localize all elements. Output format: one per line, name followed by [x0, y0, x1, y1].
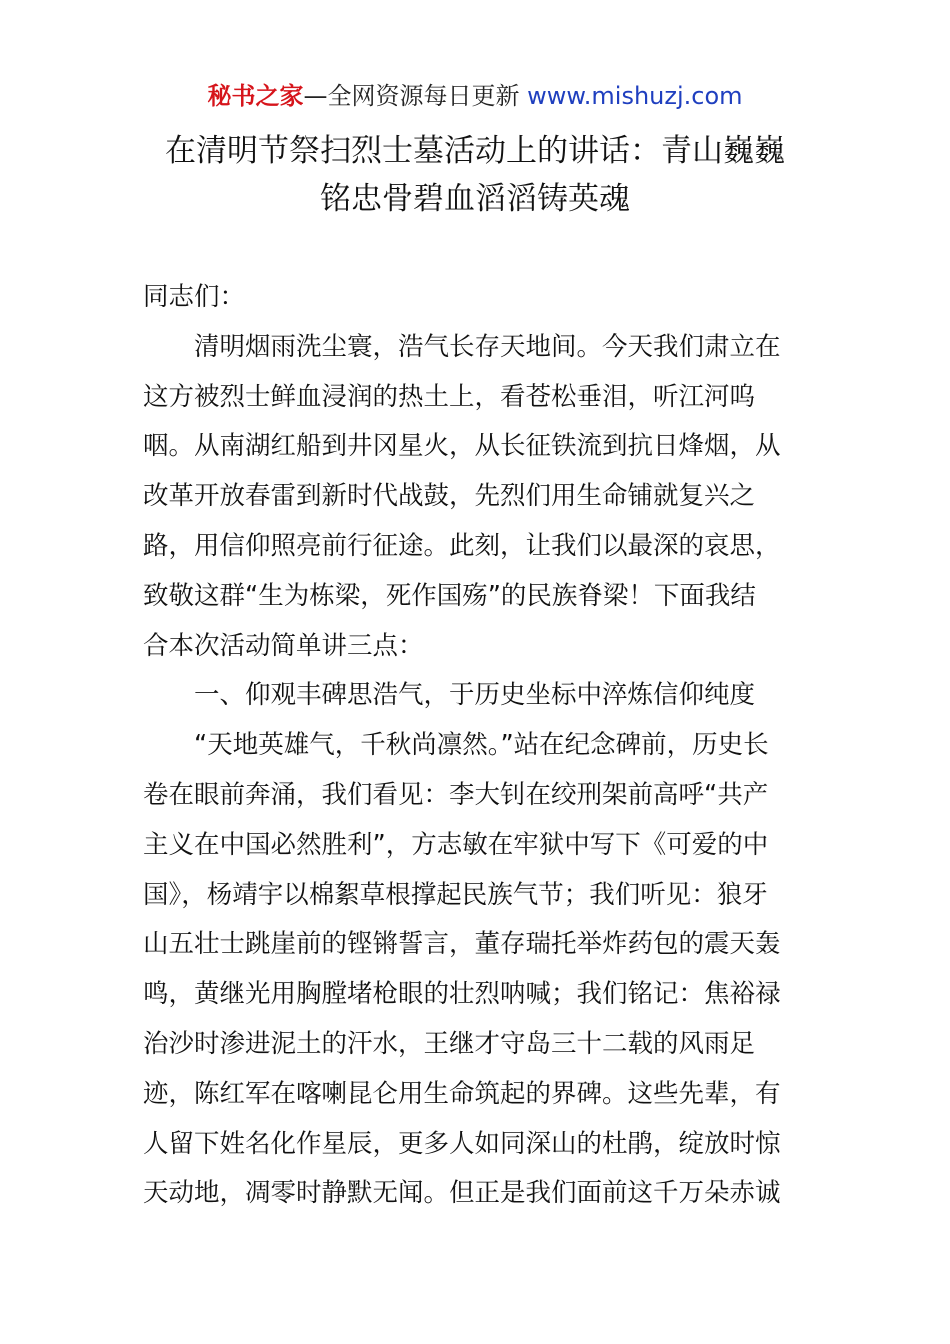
section-heading: 一、仰观丰碑思浩气，于历史坐标中淬炼信仰纯度 [194, 680, 756, 711]
site-tagline: —全网资源每日更新 [303, 82, 528, 110]
paragraph-line: 咽。从南湖红船到井冈星火，从长征铁流到抗日烽烟，从 [143, 431, 781, 462]
paragraph-line: 合本次活动简单讲三点： [143, 630, 424, 661]
paragraph-line: 迹，陈红军在喀喇昆仑用生命筑起的界碑。这些先辈，有 [143, 1078, 781, 1109]
paragraph-line: 卷在眼前奔涌，我们看见：李大钊在绞刑架前高呼“共产 [143, 779, 769, 810]
paragraph-line: 这方被烈士鲜血浸润的热土上，看苍松垂泪，听江河呜 [143, 381, 756, 412]
paragraph-line: 山五壮士跳崖前的铿锵誓言，董存瑞托举炸药包的震天轰 [143, 929, 781, 960]
paragraph-line: “天地英雄气，千秋尚凛然。”站在纪念碑前，历史长 [194, 730, 769, 761]
title-line-2: 铭忠骨碧血滔滔铸英魂 [320, 181, 630, 217]
paragraph-line: 天动地，凋零时静默无闻。但正是我们面前这千万朵赤诚 [143, 1178, 781, 1209]
document-title [140, 127, 810, 223]
paragraph-line: 人留下姓名化作星辰，更多人如同深山的杜鹃，绽放时惊 [143, 1128, 781, 1159]
paragraph-line: 路，用信仰照亮前行征途。此刻，让我们以最深的哀思， [143, 530, 781, 561]
site-brand: 秘书之家 [207, 82, 304, 110]
title-line-1: 在清明节祭扫烈士墓活动上的讲话：青山巍巍 [165, 133, 785, 169]
paragraph-line: 鸣，黄继光用胸膛堵枪眼的壮烈呐喊；我们铭记：焦裕禄 [143, 979, 781, 1010]
paragraph-line: 清明烟雨洗尘寰，浩气长存天地间。今天我们肃立在 [194, 331, 781, 362]
paragraph-line: 主义在中国必然胜利”，方志敏在牢狱中写下《可爱的中 [143, 829, 769, 860]
document-body [143, 273, 808, 1219]
site-url-link[interactable]: www.mishuzj.com [527, 82, 743, 110]
paragraph-line: 国》，杨靖宇以棉絮草根撑起民族气节；我们听见：狼牙 [143, 879, 768, 910]
paragraph-line: 改革开放春雷到新时代战鼓，先烈们用生命铺就复兴之 [143, 481, 756, 512]
salutation: 同志们： [143, 282, 246, 312]
paragraph-line: 治沙时渗进泥土的汗水，王继才守岛三十二载的风雨足 [143, 1028, 756, 1059]
site-header [0, 80, 950, 112]
paragraph-line: 致敬这群“生为栋梁，死作国殇”的民族脊梁！下面我结 [143, 580, 756, 611]
